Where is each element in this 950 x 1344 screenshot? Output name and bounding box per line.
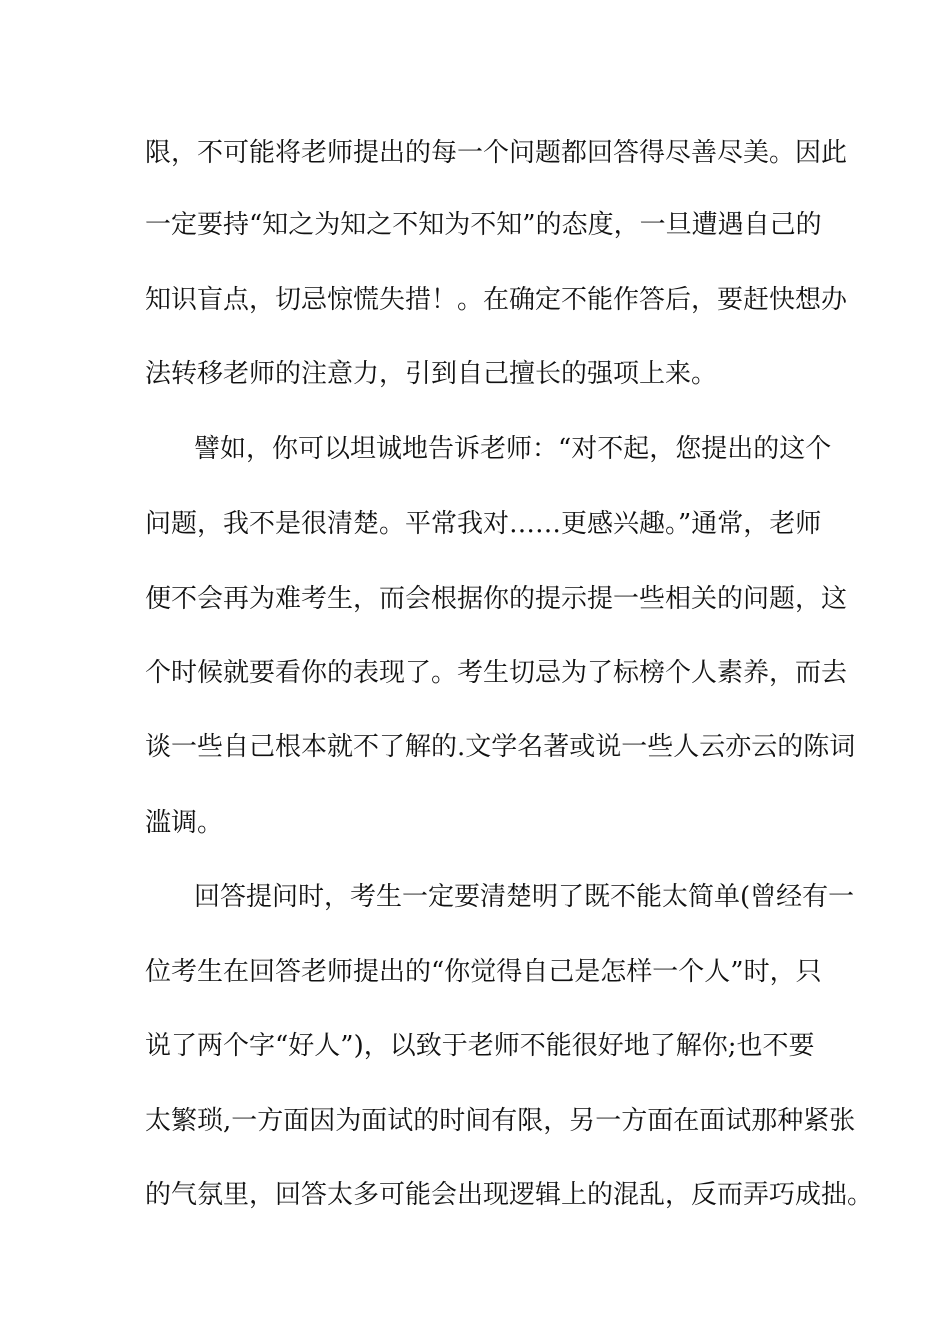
text-line: 滥调。 xyxy=(145,808,224,838)
text-line: 回答提问时，考生一定要清楚明了既不能太简单(曾经有一 xyxy=(194,882,855,912)
text-line: 便不会再为难考生，而会根据你的提示提一些相关的问题，这 xyxy=(145,584,848,614)
text-line: 位考生在回答老师提出的“你觉得自己是怎样一个人”时，只 xyxy=(145,957,822,987)
text-line: 一定要持“知之为知之不知为不知”的态度，一旦遭遇自己的 xyxy=(145,210,822,240)
text-line: 问题，我不是很清楚。平常我对……更感兴趣。”通常，老师 xyxy=(145,509,822,539)
text-line: 谈一些自己根本就不了解的.文学名著或说一些人云亦云的陈词 xyxy=(145,732,856,762)
text-line: 限，不可能将老师提出的每一个问题都回答得尽善尽美。因此 xyxy=(145,138,848,168)
text-line: 知识盲点，切忌惊慌失措！。在确定不能作答后，要赶快想办 xyxy=(145,285,848,315)
text-line: 说了两个字“好人”)，以致于老师不能很好地了解你;也不要 xyxy=(145,1031,815,1061)
text-line: 个时候就要看你的表现了。考生切忌为了标榜个人素养，而去 xyxy=(145,658,848,688)
text-line: 譬如，你可以坦诚地告诉老师：“对不起，您提出的这个 xyxy=(194,434,832,464)
text-line: 的气氛里，回答太多可能会出现逻辑上的混乱，反而弄巧成拙。 xyxy=(145,1180,874,1210)
text-line: 法转移老师的注意力，引到自己擅长的强项上来。 xyxy=(145,359,718,389)
text-line: 太繁琐,一方面因为面试的时间有限，另一方面在面试那种紧张 xyxy=(145,1106,856,1136)
